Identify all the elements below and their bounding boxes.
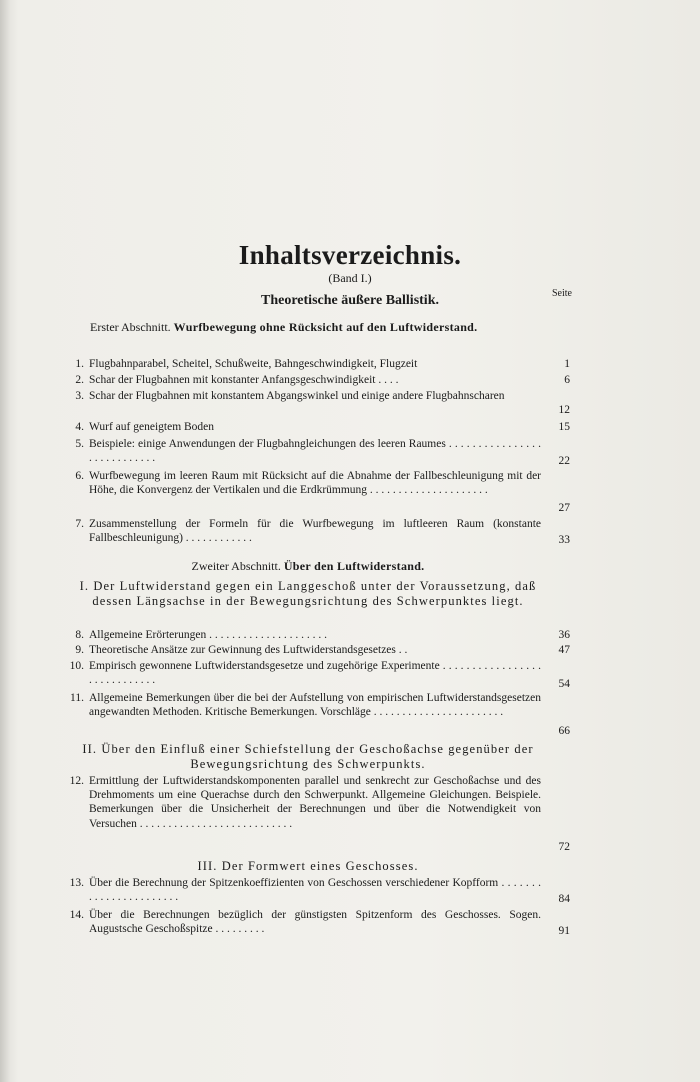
entry-page: 72 <box>558 841 570 853</box>
part-title: Theoretische äußere Ballistik. <box>261 293 439 308</box>
entry-text: Über die Berechnung der Spitzenkoeffizienten von Geschossen verschiedener Kopfform . . . . . . . . . . . . . . . . . . . . . . . <box>89 877 541 904</box>
section-title: Über den Luftwiderstand. <box>283 559 425 573</box>
entry-text: Über die Berechnungen bezüglich der günstigsten Spitzenform des Geschosses. Sogen. Augustsche Geschoßspitze . . . . . . . . . <box>89 909 541 936</box>
section-heading-1 <box>90 320 542 335</box>
entry-text: Ermittlung der Luftwiderstandskomponenten parallel und senkrecht zur Geschoßachse und des Drehmoments um eine Querachse durch den Schwerpunkt. Allgemeine Gleichungen. Beispiele. Bemerkungen über die Unsicherheit der Berechnungen und über die Notwendigkeit von Versuchen . . . . . . . . . . . . . . . . . . . . . . . . . . . <box>89 775 541 830</box>
entry-page: 84 <box>558 893 570 905</box>
entry-number: 4. <box>75 421 84 433</box>
entry-text: Allgemeine Bemerkungen über die bei der Aufstellung von empirischen Luftwiderstandsgesetzen angewandten Methoden. Kritische Bemerkungen. Vorschläge . . . . . . . . . . . . . . . . . . . . . . . <box>89 692 541 719</box>
entry-page: 12 <box>558 404 570 416</box>
section-label: Zweiter Abschnitt. <box>191 559 281 573</box>
entry-text: Theoretische Ansätze zur Gewinnung des Luftwiderstandsgesetzes . . <box>89 644 408 656</box>
entry-number: 3. <box>75 390 84 402</box>
entry-text: Flugbahnparabel, Scheitel, Schußweite, Bahngeschwindigkeit, Flugzeit <box>89 358 418 370</box>
entry-number: 6. <box>75 470 84 482</box>
volume-subtitle: (Band I.) <box>328 271 372 285</box>
subsection-heading-2: II. Über den Einfluß einer Schiefstellung der Geschoßachse gegenüber der Bewegungsrichtung des Schwerpunkts. <box>82 742 534 771</box>
entry-number: 12. <box>69 775 84 787</box>
entry-text: Zusammenstellung der Formeln für die Wurfbewegung im luftleeren Raum (konstante Fallbeschleunigung) . . . . . . . . . . . . <box>89 518 541 545</box>
entry-text: Beispiele: einige Anwendungen der Flugbahngleichungen des leeren Raumes . . . . . . . . . . . . . . . . . . . . . . . . . . . . <box>89 438 541 465</box>
section-title: Wurfbewegung ohne Rücksicht auf den Luftwiderstand. <box>173 320 478 334</box>
entry-number: 2. <box>75 374 84 386</box>
entry-number: 10. <box>69 660 84 672</box>
entry-text: Schar der Flugbahnen mit konstantem Abgangswinkel und einige andere Flugbahnscharen <box>89 390 505 402</box>
entry-number: 9. <box>75 644 84 656</box>
entry-text: Wurf auf geneigtem Boden <box>89 421 215 433</box>
section-label: Erster Abschnitt. <box>90 320 171 334</box>
entry-text: Allgemeine Erörterungen . . . . . . . . . . . . . . . . . . . . . <box>89 629 327 641</box>
entry-text: Schar der Flugbahnen mit konstanter Anfangsgeschwindigkeit . . . . <box>89 374 399 386</box>
page-title: Inhaltsverzeichnis. <box>238 240 462 270</box>
entry-number: 5. <box>75 438 84 450</box>
entry-page: 91 <box>558 925 570 937</box>
entry-page: 54 <box>558 678 570 690</box>
subsection-heading-1: I. Der Luftwiderstand gegen ein Langgeschoß unter der Voraussetzung, daß dessen Längsachse in der Bewegungsrichtung des Schwerpunktes liegt. <box>79 579 537 608</box>
entry-number: 13. <box>69 877 84 889</box>
page-column-label: Seite <box>552 288 572 299</box>
entry-page: 66 <box>558 725 570 737</box>
section-heading-2 <box>68 559 548 574</box>
entry-text: Wurfbewegung im leeren Raum mit Rücksicht auf die Abnahme der Fallbeschleunigung mit der Höhe, die Konvergenz der Vertikalen und die Erdkrümmung . . . . . . . . . . . . . . . . . . . . . <box>89 470 541 497</box>
entry-page: 33 <box>558 534 570 546</box>
entry-page: 36 <box>558 629 570 641</box>
entry-number: 1. <box>75 358 84 370</box>
entry-page: 47 <box>558 644 570 656</box>
entry-page: 1 <box>564 358 570 370</box>
entry-text: Empirisch gewonnene Luftwiderstandsgesetze und zugehörige Experimente . . . . . . . . . . . . . . . . . . . . . . . . . . . . . <box>89 660 541 687</box>
entry-number: 7. <box>75 518 84 530</box>
entry-page: 22 <box>558 455 570 467</box>
subsection-heading-3: III. Der Formwert eines Geschosses. <box>197 859 419 873</box>
entry-page: 15 <box>558 421 570 433</box>
entry-number: 11. <box>70 692 84 704</box>
entry-number: 14. <box>69 909 84 921</box>
entry-number: 8. <box>75 629 84 641</box>
entry-page: 6 <box>564 374 570 386</box>
entry-page: 27 <box>558 502 570 514</box>
page-fold-shadow <box>0 0 10 1082</box>
